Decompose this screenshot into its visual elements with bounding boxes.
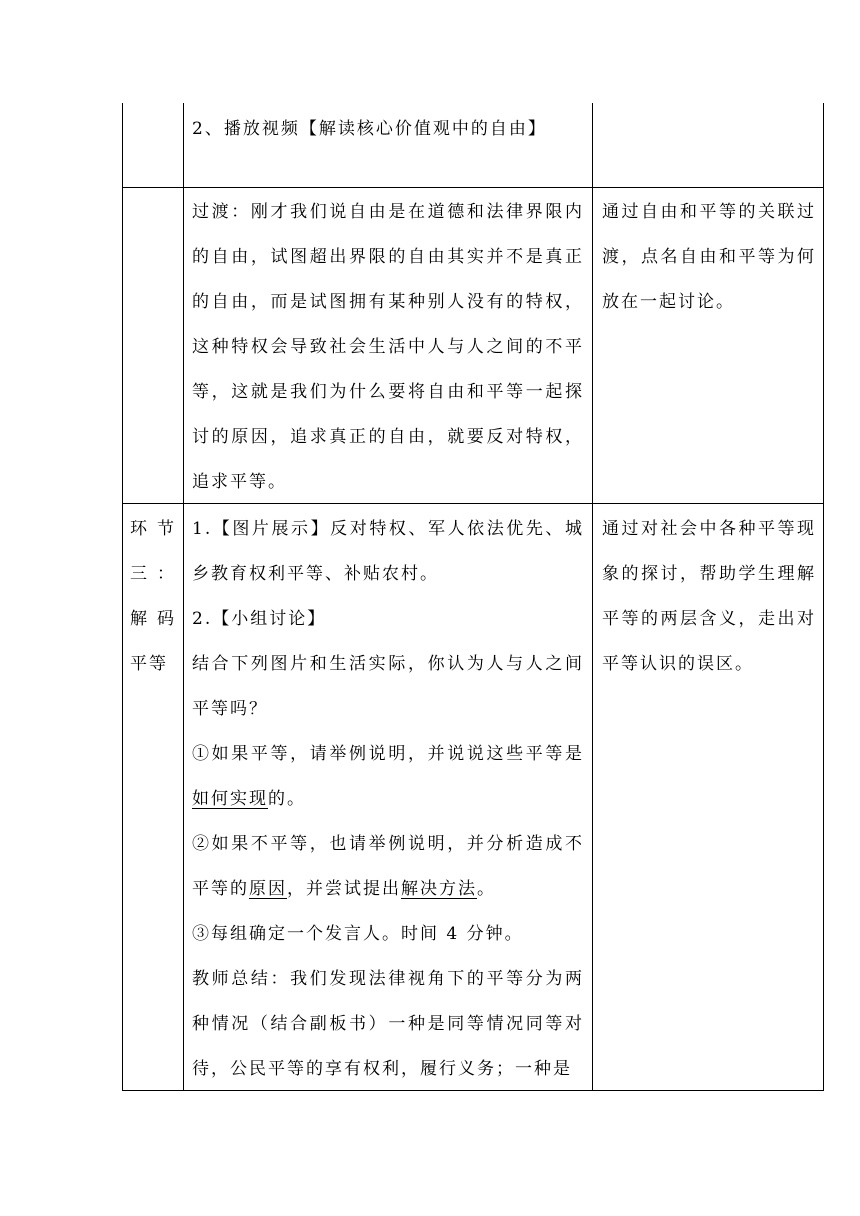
row3-discussion-point-1: ①如果平等，请举例说明，并说说这些平等是如何实现的。 bbox=[192, 744, 584, 809]
row3-discussion-question: 结合下列图片和生活实际，你认为人与人之间平等吗？ bbox=[192, 654, 584, 719]
underlined-reason: 原因 bbox=[249, 879, 287, 899]
row3-group-discussion-heading: 2.【小组讨论】 bbox=[192, 609, 327, 629]
row2-note-cell bbox=[602, 190, 816, 325]
row2-content-cell bbox=[192, 190, 584, 505]
table-row-divider-1 bbox=[122, 187, 824, 188]
table-column-divider-2 bbox=[592, 103, 593, 1091]
table-border-right bbox=[823, 103, 824, 1091]
table-column-divider-1 bbox=[183, 103, 184, 1091]
underlined-solution: 解决方法 bbox=[401, 879, 477, 899]
row3-discussion-point-2: ②如果不平等，也请举例说明，并分析造成不平等的原因，并尝试提出解决方法。 bbox=[192, 834, 584, 899]
row1-content-text: 2、播放视频【解读核心价值观中的自由】 bbox=[192, 119, 547, 139]
table-border-left bbox=[122, 103, 123, 1091]
row1-content-cell bbox=[192, 107, 584, 152]
row3-image-display-item: 1.【图片展示】反对特权、军人依法优先、城乡教育权利平等、补贴农村。 bbox=[192, 519, 584, 584]
row3-section-cell bbox=[130, 507, 176, 687]
row3-content-cell bbox=[192, 507, 584, 1092]
row3-section-label: 环节三：解码平等 bbox=[130, 519, 176, 674]
row2-content-text: 过渡：刚才我们说自由是在道德和法律界限内的自由，试图超出界限的自由其实并不是真正的自由，而是试图拥有某种别人没有的特权，这种特权会导致社会生活中人与人之间的不平等，这就是我们为什么要将自由和平等一起探讨的原因，追求真正的自由，就要反对特权，追求平等。 bbox=[192, 202, 584, 492]
underlined-how-achieved: 如何实现 bbox=[192, 789, 268, 809]
row3-teacher-summary: 教师总结：我们发现法律视角下的平等分为两种情况（结合副板书）一种是同等情况同等对待，公民平等的享有权利，履行义务；一种是 bbox=[192, 969, 584, 1079]
row3-discussion-point-3: ③每组确定一个发言人。时间 4 分钟。 bbox=[192, 924, 524, 944]
row2-note-text: 通过自由和平等的关联过渡，点名自由和平等为何放在一起讨论。 bbox=[602, 202, 816, 312]
row3-note-text: 通过对社会中各种平等现象的探讨，帮助学生理解平等的两层含义，走出对平等认识的误区。 bbox=[602, 519, 816, 674]
row3-note-cell bbox=[602, 507, 816, 687]
